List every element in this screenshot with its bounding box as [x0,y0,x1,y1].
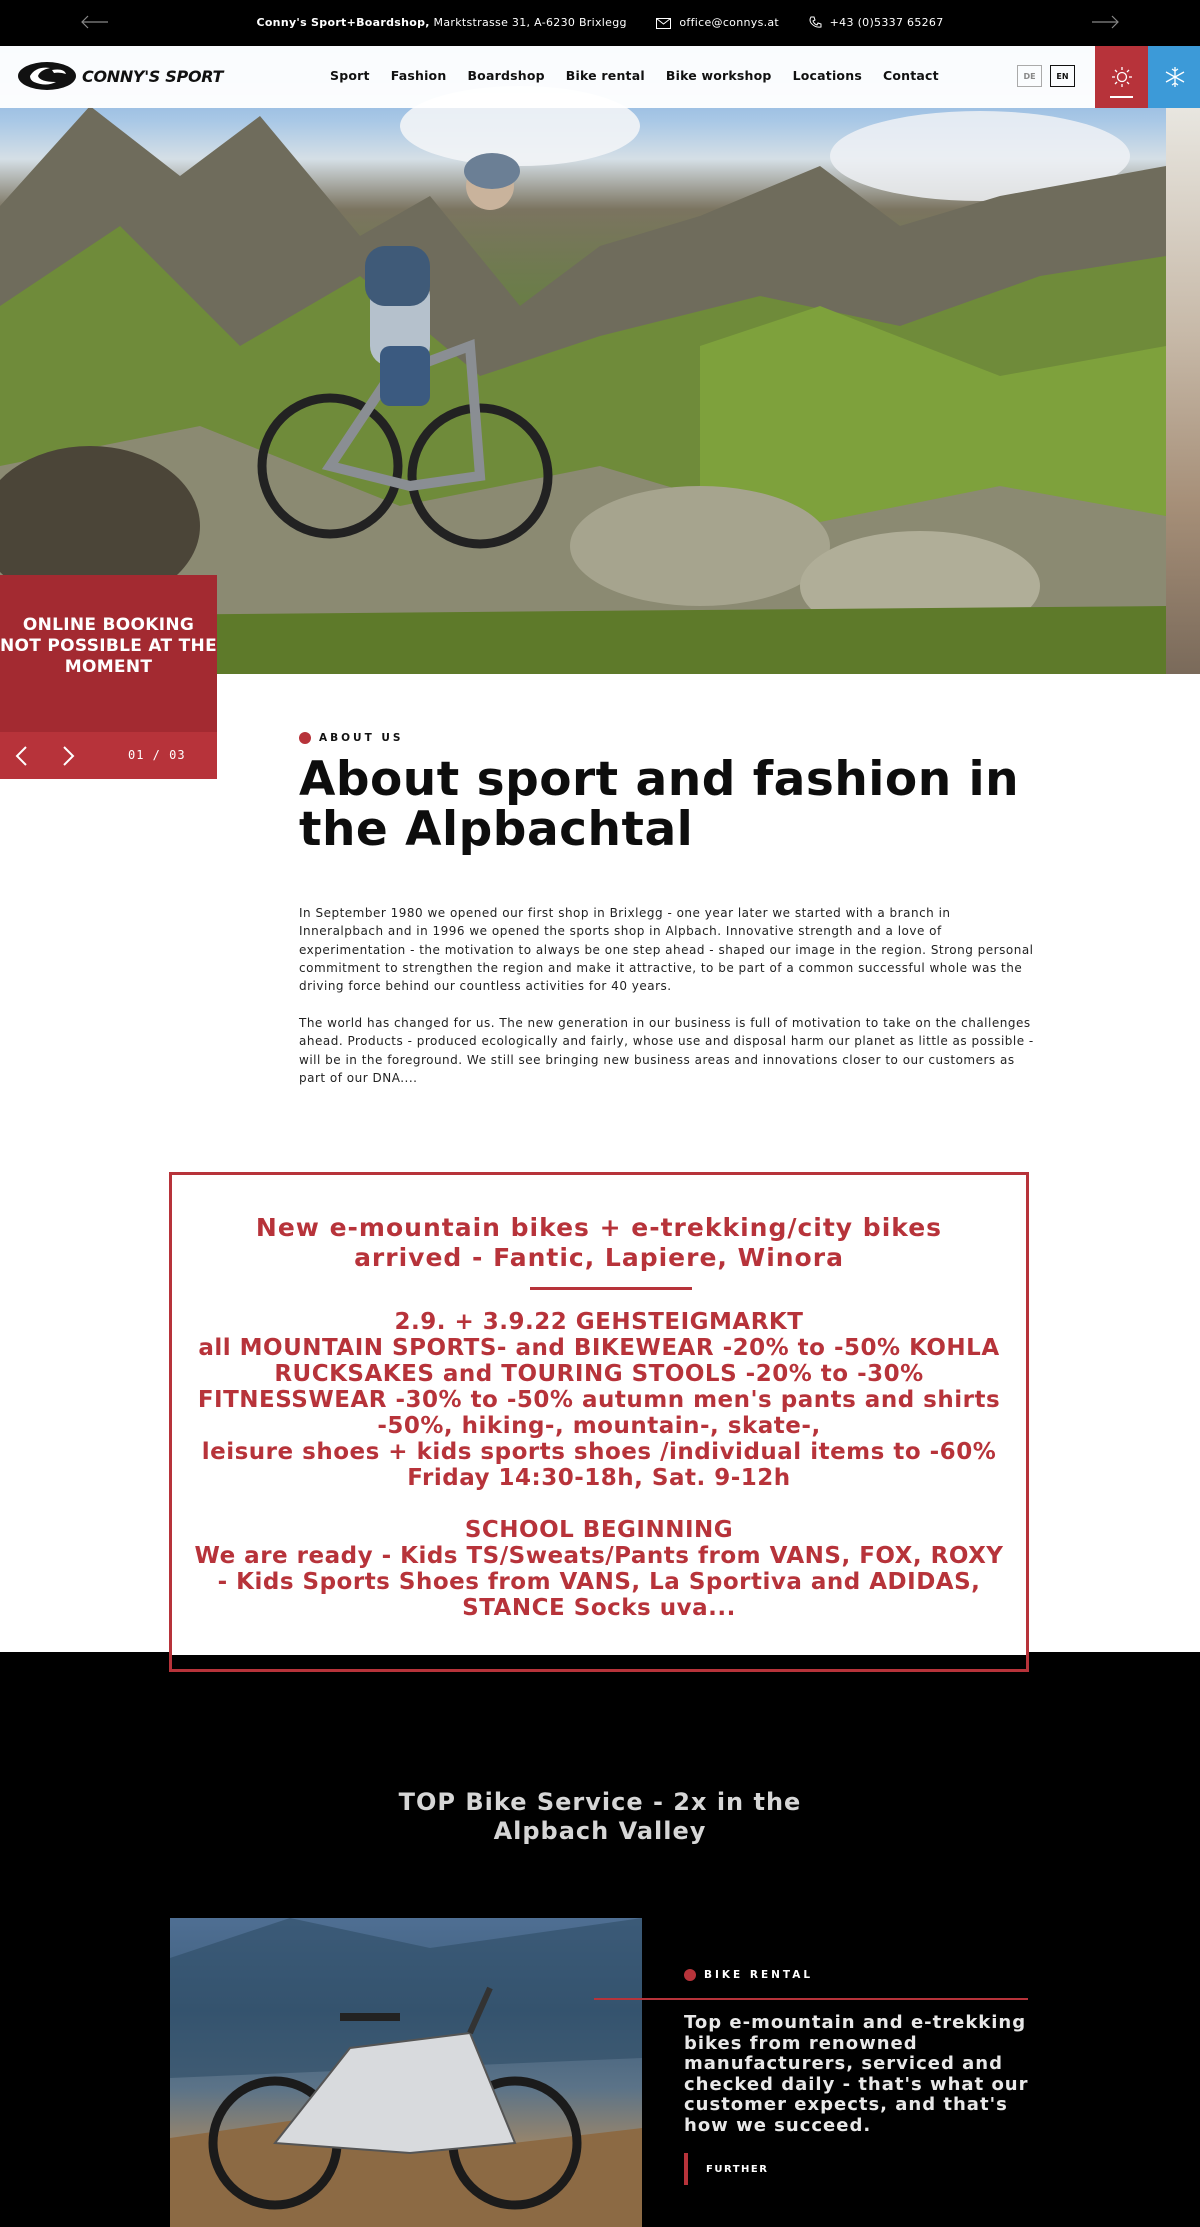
promo-headline [172,1213,1026,1273]
chevron-right-icon[interactable] [58,745,78,767]
phone-link[interactable]: +43 (0)5337 65267 [829,16,944,29]
rental-eyebrow [684,1969,813,1981]
nav-boardshop[interactable]: Boardshop [467,68,545,83]
further-link[interactable]: FURTHER [684,2153,768,2185]
about-eyebrow-label: ABOUT US [319,732,404,744]
chevron-left-icon[interactable] [12,745,32,767]
nav-fashion[interactable]: Fashion [390,68,447,83]
nav-sport[interactable]: Sport [330,68,370,83]
promo-line: leisure shoes + kids sports shoes /individual items to -60% [201,1439,997,1465]
slide-counter: 01 / 03 [128,748,186,762]
sun-icon [1111,66,1133,88]
bike-title-line-1: TOP Bike Service - 2x in the [398,1788,802,1816]
mail-icon [656,18,671,29]
rental-eyebrow-label: BIKE RENTAL [704,1969,814,1981]
about-title: About sport and fashion in the Alpbachtal [299,752,1020,857]
booking-message: ONLINE BOOKING NOT POSSIBLE AT THE MOMENT [0,615,217,677]
bike-service-title [300,1788,900,1846]
bike-title-line-2: Alpbach Valley [493,1817,707,1845]
nav-bike-rental[interactable]: Bike rental [565,68,645,83]
promo-line: RUCKSAKES and TOURING STOOLS -20% to -30% [274,1361,924,1387]
email-link[interactable]: office@connys.at [679,16,780,29]
snowflake-icon [1164,66,1186,88]
promo-line: all MOUNTAIN SPORTS- and BIKEWEAR -20% to -50% KOHLA [198,1335,1000,1361]
winter-toggle[interactable] [1148,46,1200,108]
nav-locations[interactable]: Locations [792,68,862,83]
promo-line: 2.9. + 3.9.22 GEHSTEIGMARKT [394,1309,804,1335]
top-info-bar [0,0,1200,46]
promo-line: -50%, hiking-, mountain-, skate-, [377,1413,821,1439]
promo-line: STANCE Socks uva... [462,1595,736,1621]
about-paragraph-2: The world has changed for us. The new generation in our business is full of motivation to take on the challenges ahead. Products - produced ecologically and fairly, whose use and disposal harm our planet as little as possible - will be in the foreground. We still see bringing new business areas and innovations closer to our customers as part of our DNA.... [299,1016,1034,1085]
lang-de-button[interactable]: DE [1017,65,1042,87]
active-indicator [1110,96,1133,98]
promo-line: Friday 14:30-18h, Sat. 9-12h [407,1465,791,1491]
main-nav [330,68,960,83]
connys-logo-icon [16,60,78,92]
red-dot-icon [299,732,311,744]
promo-line: We are ready - Kids TS/Sweats/Pants from VANS, FOX, ROXY [194,1543,1004,1569]
promo-body [172,1309,1026,1621]
promo-box [169,1172,1029,1672]
promo-headline-line-1: New e-mountain bikes + e-trekking/city bikes [255,1213,943,1242]
about-eyebrow [299,732,404,744]
logo-text: CONNY'S SPORT [82,66,224,86]
company-name: Conny's Sport+Boardshop, [256,16,430,29]
promo-line: - Kids Sports Shoes from VANS, La Sportiva and ADIDAS, [217,1569,981,1595]
rental-divider [594,1998,1028,2000]
contact-info [0,16,1200,29]
booking-notice [0,575,217,732]
phone-icon [809,16,822,29]
logo[interactable] [16,58,223,94]
promo-headline-line-2: arrived - Fantic, Lapiere, Winora [354,1243,844,1272]
promo-box-bottom-strip [172,1655,1026,1669]
e-mountain-bike-photo [170,1918,642,2227]
promo-line: SCHOOL BEGINNING [464,1517,734,1543]
address: Marktstrasse 31, A-6230 Brixlegg [429,16,627,29]
nav-bike-workshop[interactable]: Bike workshop [665,68,772,83]
rental-description: Top e-mountain and e-trekking bikes from renowned manufacturers, serviced and checked daily - that's what our customer expects, and that's how we succeed. [684,2012,1029,2136]
promo-divider [530,1287,692,1290]
about-paragraph-1: In September 1980 we opened our first shop in Brixlegg - one year later we started with a branch in Inneralpbach and in 1996 we opened the sports shop in Alpbach. Innovative strength and a love of experimentation - the motivation to always be one step ahead - shaped our image in the region. Strong personal commitment to strengthen the region and make it attractive, to be part of a common successful whole was the driving force behind our countless activities for 40 years. [299,906,1034,994]
red-dot-icon [684,1969,696,1981]
arrow-right-icon[interactable] [1090,12,1120,32]
main-header [0,46,1200,108]
rental-bike-image [170,1918,642,2227]
promo-line: FITNESSWEAR -30% to -50% autumn men's pants and shirts [197,1387,1001,1413]
summer-toggle[interactable] [1095,46,1148,108]
next-slide-preview [1166,108,1200,674]
nav-contact[interactable]: Contact [882,68,939,83]
slider-controls [0,732,217,779]
lang-en-button[interactable]: EN [1050,65,1075,87]
